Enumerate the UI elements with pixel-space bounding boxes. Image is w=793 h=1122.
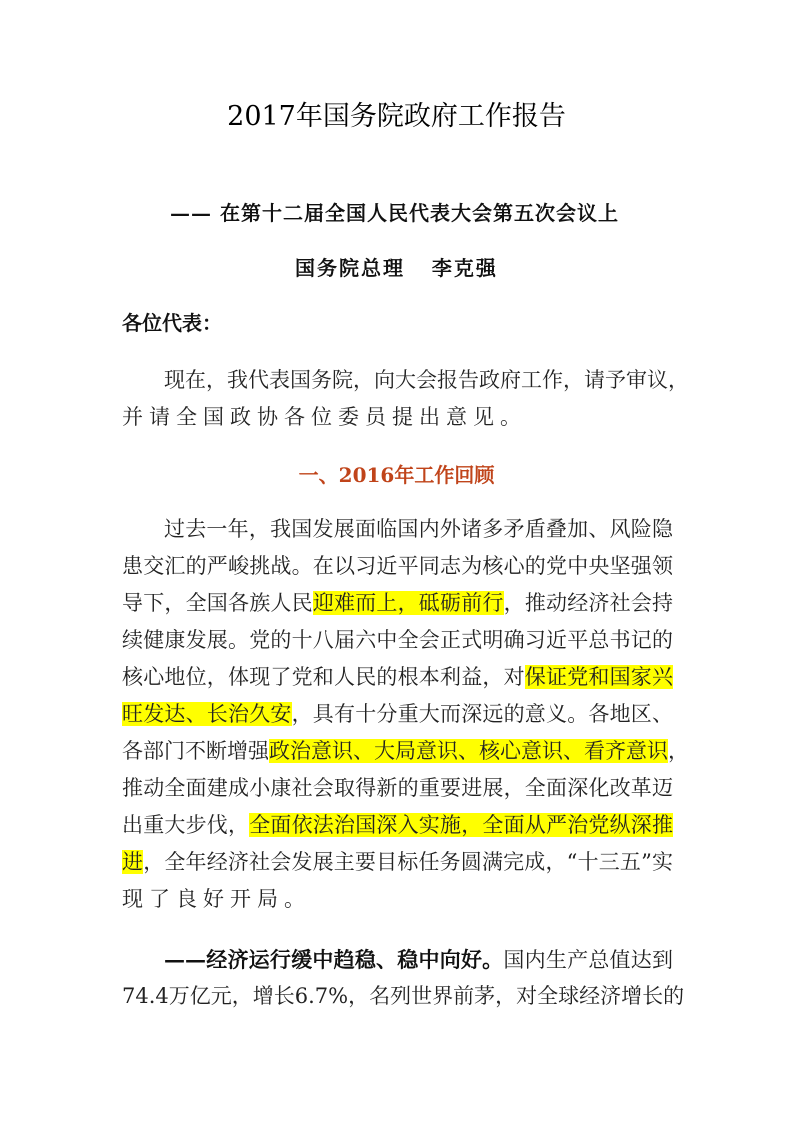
text-line <box>122 844 673 881</box>
text-line <box>122 399 673 436</box>
document-title: 2017年国务院政府工作报告 <box>227 101 566 132</box>
text-segment: ，具有十分重大而深远的意义。各地区、 <box>291 702 674 726</box>
text-segment: 国内生产总值达到 <box>503 948 674 972</box>
text-line <box>122 978 685 1015</box>
text-segment: 各部门不断增强 <box>122 739 269 763</box>
text-line <box>122 659 673 696</box>
salutation: 各位代表： <box>122 311 222 335</box>
text-line <box>122 881 673 918</box>
text-line <box>122 362 689 399</box>
text-segment: ，推动经济社会持 <box>503 591 674 615</box>
text-line <box>122 585 673 622</box>
text-line <box>122 770 673 807</box>
text-line <box>122 696 673 733</box>
text-segment: 续健康发展。党的十八届六中全会正式明确习近平总书记的 <box>122 628 673 652</box>
text-line <box>122 511 673 548</box>
text-segment: 出重大步伐， <box>122 813 250 837</box>
document-author: 国务院总理 李克强 <box>295 256 498 280</box>
text-line <box>122 941 673 978</box>
highlighted-text: 政治意识、大局意识、核心意识、看齐意识 <box>269 739 668 763</box>
text-segment: 并请全国政协各位委员提出意见。 <box>122 405 527 429</box>
section-heading: 一、2016年工作回顾 <box>298 463 495 487</box>
highlighted-text: 全面依法治国深入实施，全面从严治党纵深推 <box>249 813 674 837</box>
highlighted-text: 旺发达、长治久安 <box>122 702 292 726</box>
highlighted-text: 保证党和国家兴 <box>524 665 674 689</box>
text-segment: 导下，全国各族人民 <box>122 591 313 615</box>
text-segment: 患交汇的严峻挑战。在以习近平同志为核心的党中央坚强领 <box>122 554 673 578</box>
document-subtitle: —— 在第十二届全国人民代表大会第五次会议上 <box>170 201 619 225</box>
text-segment: ， <box>668 739 689 763</box>
text-segment: 核心地位，体现了党和人民的根本利益，对 <box>122 665 525 689</box>
highlighted-text: 进 <box>122 850 144 874</box>
paragraph-review <box>122 511 689 918</box>
text-segment: 过去一年，我国发展面临国内外诸多矛盾叠加、风险隐 <box>164 517 673 541</box>
text-segment: 现了良好开局。 <box>122 887 311 911</box>
text-segment: 推动全面建成小康社会取得新的重要进展，全面深化改革迈 <box>122 776 673 800</box>
text-line <box>122 807 673 844</box>
bold-lead-text: ——经济运行缓中趋稳、稳中向好。 <box>164 947 504 972</box>
text-segment: 现在，我代表国务院，向大会报告政府工作，请予审议， <box>164 368 689 392</box>
text-segment: 74.4万亿元，增长6.7%，名列世界前茅，对全球经济增长的 <box>122 984 685 1008</box>
highlighted-text: 迎难而上，砥砺前行 <box>312 591 504 615</box>
text-segment: ，全年经济社会发展主要目标任务圆满完成，“十三五”实 <box>143 850 673 874</box>
paragraph-economy <box>122 941 685 1015</box>
paragraph-intro <box>122 362 689 436</box>
text-line <box>122 548 673 585</box>
text-line <box>122 622 673 659</box>
text-line <box>122 733 689 770</box>
